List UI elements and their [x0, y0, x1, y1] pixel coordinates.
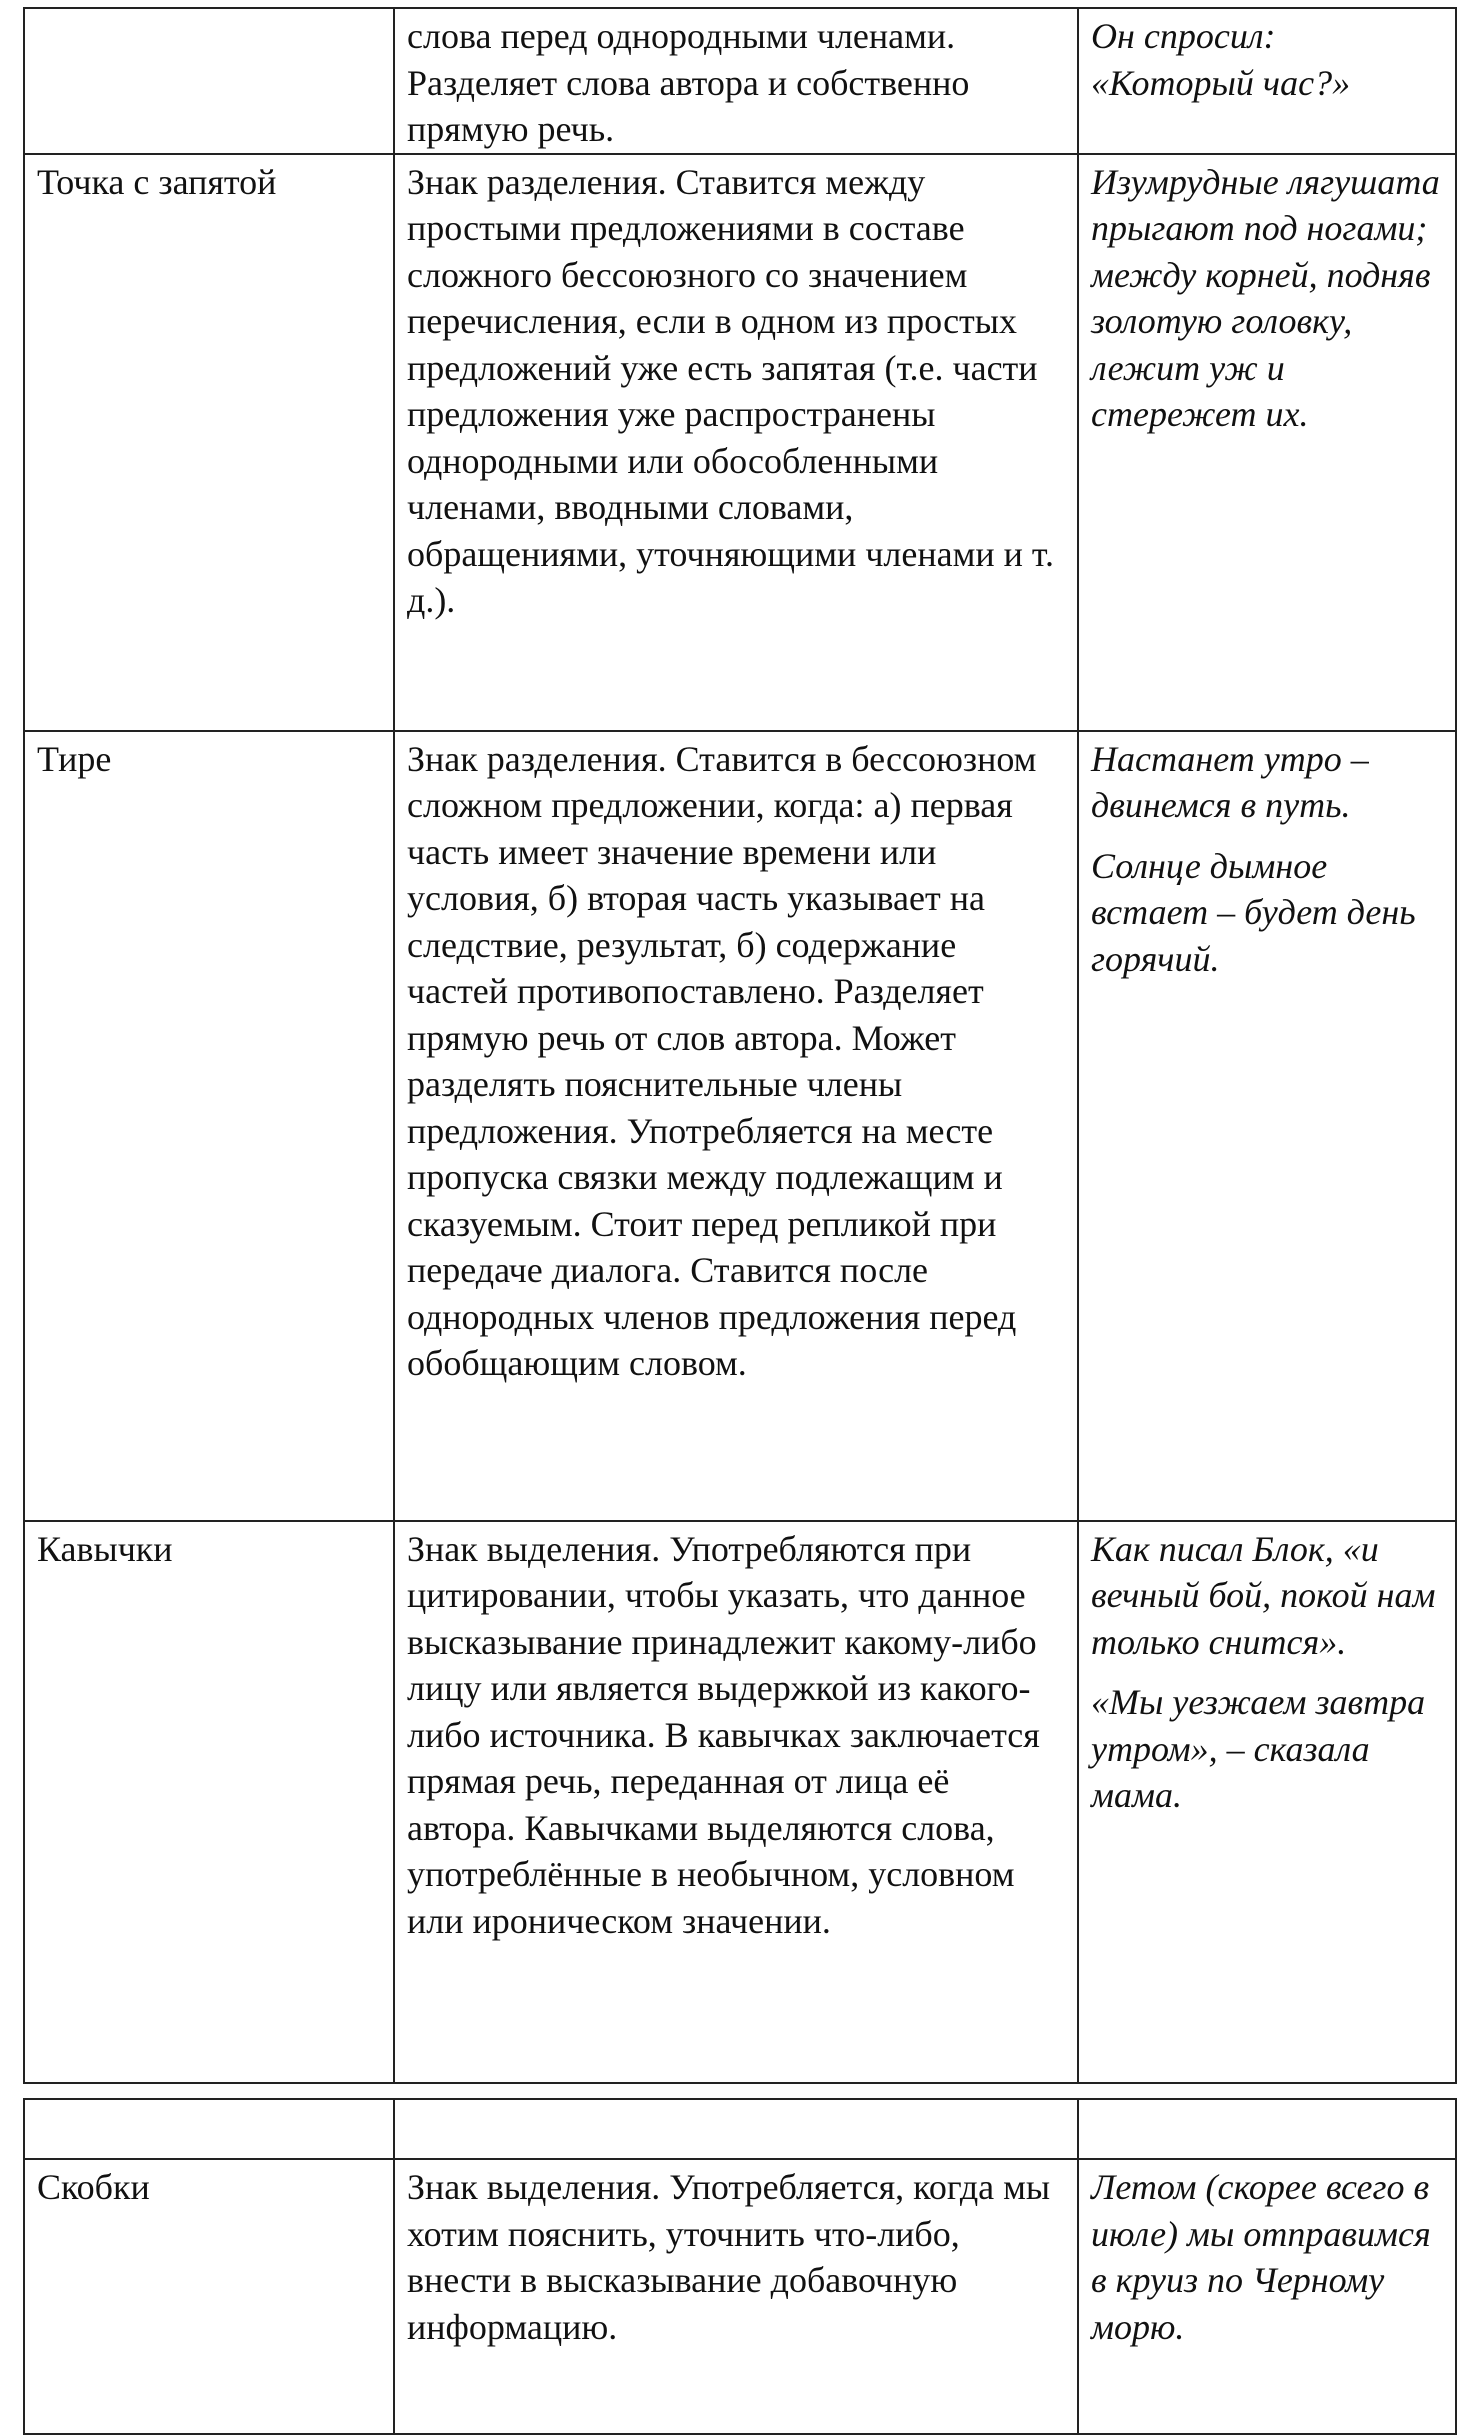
description-cell: Знак выделения. Употребляются при цитировании, чтобы указать, что данное высказывание принадлежит какому-либо лицу или является выдержкой из какого-либо источника. В кавычках заключается прямая речь, переданная от лица её автора. Кавычками выделяются слова, употреблённые в необычном, условном или ироническом значении.: [394, 1521, 1078, 2083]
description-cell: Знак разделения. Ставится между простыми предложениями в составе сложного бессоюзного со значением перечисления, если в одном из простых предложений уже есть запятая (т.е. части предложения уже распространены однородными или обособленными членами, вводными словами, обращениями, уточняющими членами и т. д.).: [394, 154, 1078, 731]
sign-cell: [24, 2099, 394, 2159]
punctuation-table: [23, 7, 1457, 2084]
sign-cell: Тире: [24, 731, 394, 1521]
example-cell: [1078, 2099, 1456, 2159]
table-row: [24, 1521, 1456, 2083]
punctuation-table-continued: [23, 2098, 1457, 2435]
example-cell: [1078, 8, 1456, 154]
example-text: «Мы уезжаем завтра утром», – сказала мама.: [1091, 1682, 1426, 1815]
example-cell: [1078, 154, 1456, 731]
example-text: Солнце дымное встает – будет день горячий.: [1091, 845, 1416, 979]
example-cell: [1078, 731, 1456, 1521]
sign-cell: [24, 8, 394, 154]
sign-cell: Кавычки: [24, 1521, 394, 2083]
table-row: [24, 8, 1456, 154]
example-text: Настанет утро – двинемся в путь.: [1091, 738, 1369, 825]
sign-cell: Точка с запятой: [24, 154, 394, 731]
sign-cell: Скобки: [24, 2159, 394, 2434]
example-text: Как писал Блок, «и вечный бой, покой нам только снится».: [1091, 1528, 1436, 1662]
example-cell: [1078, 2159, 1456, 2434]
example-text: Он спросил: «Который час?»: [1091, 16, 1351, 103]
table-row: [24, 731, 1456, 1521]
table-row: [24, 154, 1456, 731]
table-row: [24, 2099, 1456, 2159]
table-row: [24, 2159, 1456, 2434]
description-cell: Знак выделения. Употребляется, когда мы хотим пояснить, уточнить что-либо, внести в высказывание добавочную информацию.: [394, 2159, 1078, 2434]
example-text: Изумрудные лягушата прыгают под ногами; между корней, подняв золотую головку, лежит уж и стережет их.: [1091, 161, 1440, 434]
description-cell: [394, 2099, 1078, 2159]
example-cell: [1078, 1521, 1456, 2083]
description-cell: Знак разделения. Ставится в бессоюзном сложном предложении, когда: а) первая часть имеет значение времени или условия, б) вторая часть указывает на следствие, результат, б) содержание частей противопоставлено. Разделяет прямую речь от слов автора. Может разделять пояснительные члены предложения. Употребляется на месте пропуска связки между подлежащим и сказуемым. Стоит перед репликой при передаче диалога. Ставится после однородных членов предложения перед обобщающим словом.: [394, 731, 1078, 1521]
example-text: Летом (скорее всего в июле) мы отправимся в круиз по Черному морю.: [1091, 2167, 1431, 2347]
description-cell: слова перед однородными членами. Разделяет слова автора и собственно прямую речь.: [394, 8, 1078, 154]
